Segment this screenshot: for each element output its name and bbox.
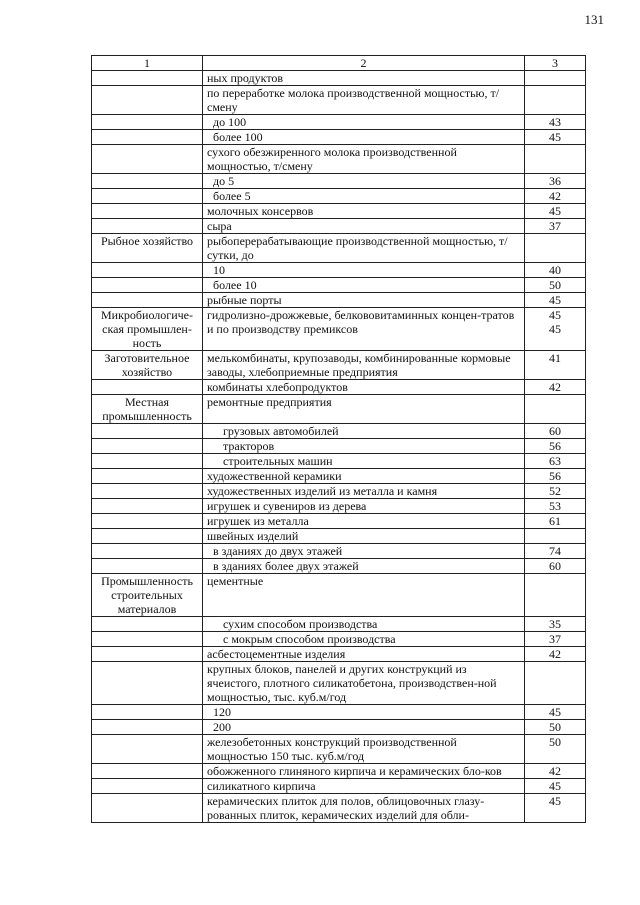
industry-cell [92, 544, 203, 559]
enterprise-cell: железобетонных конструкций производственной мощностью 150 тыс. куб.м/год [203, 735, 525, 764]
industry-cell [92, 559, 203, 574]
table-row [92, 278, 586, 293]
table-row [92, 662, 586, 705]
enterprise-cell: крупных блоков, панелей и других конструкций из ячеистого, плотного силикатобетона, производствен-ной мощностью, тыс. куб.м/год [203, 662, 525, 705]
value-cell: 53 [525, 499, 586, 514]
table-row [92, 145, 586, 174]
table-row [92, 705, 586, 720]
enterprise-cell: рыбоперерабатывающие производственной мощностью, т/сутки, до [203, 234, 525, 263]
table-row [92, 529, 586, 544]
industry-cell [92, 632, 203, 647]
column-header-3: 3 [525, 56, 586, 71]
enterprise-cell: до 5 [203, 174, 525, 189]
industry-cell [92, 219, 203, 234]
industry-cell [92, 617, 203, 632]
enterprise-cell: тракторов [203, 439, 525, 454]
value-cell: 50 [525, 278, 586, 293]
value-cell: 60 [525, 559, 586, 574]
enterprise-cell: цементные [203, 574, 525, 617]
value-cell: 61 [525, 514, 586, 529]
table-row [92, 293, 586, 308]
table-row [92, 617, 586, 632]
value-cell [525, 86, 586, 115]
value-cell: 37 [525, 632, 586, 647]
table-row [92, 395, 586, 424]
industry-cell [92, 735, 203, 764]
enterprise-cell: художественной керамики [203, 469, 525, 484]
table-row [92, 115, 586, 130]
value-cell: 45 45 [525, 308, 586, 351]
industry-cell [92, 484, 203, 499]
enterprise-cell: игрушек из металла [203, 514, 525, 529]
table-header-row [92, 56, 586, 71]
enterprise-cell: ных продуктов [203, 71, 525, 86]
value-cell: 52 [525, 484, 586, 499]
value-cell: 43 [525, 115, 586, 130]
norms-table [91, 55, 586, 823]
industry-cell: Местная промышленность [92, 395, 203, 424]
industry-cell: Рыбное хозяйство [92, 234, 203, 263]
enterprise-cell: сухого обезжиренного молока производственной мощностью, т/смену [203, 145, 525, 174]
industry-cell [92, 263, 203, 278]
value-cell [525, 145, 586, 174]
enterprise-cell: 10 [203, 263, 525, 278]
industry-cell: Заготовительное хозяйство [92, 351, 203, 380]
industry-cell [92, 794, 203, 823]
value-cell: 40 [525, 263, 586, 278]
enterprise-cell: мелькомбинаты, крупозаводы, комбинированные кормовые заводы, хлебоприемные предприятия [203, 351, 525, 380]
table-row [92, 86, 586, 115]
table-row [92, 794, 586, 823]
value-cell: 56 [525, 469, 586, 484]
industry-cell [92, 469, 203, 484]
enterprise-cell: более 10 [203, 278, 525, 293]
table-row [92, 308, 586, 351]
enterprise-cell: 200 [203, 720, 525, 735]
enterprise-cell: в зданиях более двух этажей [203, 559, 525, 574]
value-cell: 42 [525, 380, 586, 395]
table-row [92, 779, 586, 794]
table-row [92, 454, 586, 469]
value-cell [525, 529, 586, 544]
enterprise-cell: художественных изделий из металла и камня [203, 484, 525, 499]
table-row [92, 499, 586, 514]
enterprise-cell: керамических плиток для полов, облицовочных глазу-рованных плиток, керамических изделий для обли- [203, 794, 525, 823]
table-body [92, 71, 586, 823]
table-row [92, 544, 586, 559]
industry-cell [92, 720, 203, 735]
value-cell: 45 [525, 794, 586, 823]
enterprise-cell: гидролизно-дрожжевые, белкововитаминных концен-тратов и по производству премиксов [203, 308, 525, 351]
table-row [92, 351, 586, 380]
industry-cell [92, 71, 203, 86]
value-cell: 50 [525, 735, 586, 764]
value-cell: 45 [525, 779, 586, 794]
page-number: 131 [584, 12, 604, 27]
value-cell: 74 [525, 544, 586, 559]
enterprise-cell: по переработке молока производственной мощностью, т/смену [203, 86, 525, 115]
enterprise-cell: с мокрым способом производства [203, 632, 525, 647]
value-cell: 63 [525, 454, 586, 469]
value-cell [525, 234, 586, 263]
table-row [92, 130, 586, 145]
enterprise-cell: рыбные порты [203, 293, 525, 308]
enterprise-cell: сыра [203, 219, 525, 234]
industry-cell [92, 514, 203, 529]
industry-cell [92, 204, 203, 219]
industry-cell [92, 662, 203, 705]
industry-cell [92, 115, 203, 130]
industry-cell [92, 424, 203, 439]
value-cell: 50 [525, 720, 586, 735]
industry-cell [92, 293, 203, 308]
table-row [92, 424, 586, 439]
enterprise-cell: молочных консервов [203, 204, 525, 219]
column-header-1: 1 [92, 56, 203, 71]
industry-cell [92, 764, 203, 779]
table-row [92, 647, 586, 662]
table-row [92, 469, 586, 484]
enterprise-cell: асбестоцементные изделия [203, 647, 525, 662]
enterprise-cell: комбинаты хлебопродуктов [203, 380, 525, 395]
industry-cell [92, 647, 203, 662]
table-row [92, 174, 586, 189]
value-cell: 42 [525, 647, 586, 662]
industry-cell [92, 380, 203, 395]
table-row [92, 234, 586, 263]
industry-cell [92, 779, 203, 794]
value-cell: 45 [525, 293, 586, 308]
value-cell: 56 [525, 439, 586, 454]
enterprise-cell: сухим способом производства [203, 617, 525, 632]
value-cell [525, 662, 586, 705]
value-cell: 36 [525, 174, 586, 189]
value-cell: 41 [525, 351, 586, 380]
value-cell: 60 [525, 424, 586, 439]
enterprise-cell: 120 [203, 705, 525, 720]
industry-cell: Промышленность строительных материалов [92, 574, 203, 617]
value-cell: 42 [525, 764, 586, 779]
table-row [92, 219, 586, 234]
value-cell: 42 [525, 189, 586, 204]
table-row [92, 484, 586, 499]
enterprise-cell: более 100 [203, 130, 525, 145]
table-row [92, 559, 586, 574]
table-row [92, 632, 586, 647]
table-row [92, 380, 586, 395]
industry-cell [92, 189, 203, 204]
industry-cell [92, 278, 203, 293]
table-row [92, 71, 586, 86]
industry-cell [92, 145, 203, 174]
enterprise-cell: строительных машин [203, 454, 525, 469]
enterprise-cell: обожженного глиняного кирпича и керамических бло-ков [203, 764, 525, 779]
industry-cell [92, 130, 203, 145]
industry-cell [92, 705, 203, 720]
value-cell: 45 [525, 204, 586, 219]
industry-cell [92, 499, 203, 514]
enterprise-cell: швейных изделий [203, 529, 525, 544]
industry-cell [92, 454, 203, 469]
enterprise-cell: в зданиях до двух этажей [203, 544, 525, 559]
value-cell: 45 [525, 130, 586, 145]
enterprise-cell: грузовых автомобилей [203, 424, 525, 439]
table-row [92, 204, 586, 219]
enterprise-cell: игрушек и сувениров из дерева [203, 499, 525, 514]
value-cell [525, 395, 586, 424]
table-row [92, 514, 586, 529]
value-cell [525, 71, 586, 86]
value-cell: 37 [525, 219, 586, 234]
value-cell: 35 [525, 617, 586, 632]
industry-cell [92, 86, 203, 115]
value-cell: 45 [525, 705, 586, 720]
enterprise-cell: силикатного кирпича [203, 779, 525, 794]
industry-cell [92, 174, 203, 189]
industry-cell [92, 439, 203, 454]
industry-cell [92, 529, 203, 544]
industry-cell: Микробиологиче-ская промышлен-ность [92, 308, 203, 351]
enterprise-cell: ремонтные предприятия [203, 395, 525, 424]
table-row [92, 720, 586, 735]
table-row [92, 735, 586, 764]
value-cell [525, 574, 586, 617]
table-row [92, 764, 586, 779]
enterprise-cell: более 5 [203, 189, 525, 204]
table-row [92, 263, 586, 278]
enterprise-cell: до 100 [203, 115, 525, 130]
table-row [92, 439, 586, 454]
table-row [92, 189, 586, 204]
table-row [92, 574, 586, 617]
column-header-2: 2 [203, 56, 525, 71]
